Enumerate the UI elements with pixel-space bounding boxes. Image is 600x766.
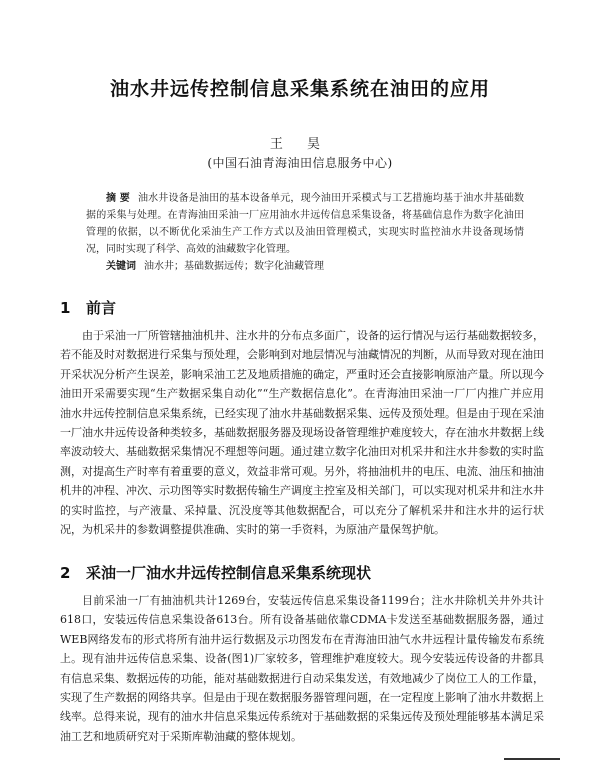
page-edge-rule <box>504 758 560 760</box>
keywords-text: 油水井；基础数据远传；数字化油藏管理 <box>144 261 324 272</box>
author-name: 王 昊 <box>269 137 331 152</box>
section-body-2 <box>60 591 544 746</box>
paper-title: 油水井远传控制信息采集系统在油田的应用 <box>109 78 490 100</box>
section-title: 前言 <box>86 299 117 317</box>
author-affiliation: (中国石油青海油田信息服务中心) <box>207 156 393 170</box>
abstract-block <box>86 190 524 275</box>
keywords-paragraph <box>86 258 524 275</box>
body-paragraph: 由于采油一厂所管辖抽油机井、注水井的分布点多面广，设备的运行情况与运行基础数据较多，若不能及时对数据进行采集与预处理，会影响到对地层情况与油藏情况的判断，从而导致对现在油田开采状况分析产生误差，影响采油工艺及地质措施的确定，严重时还会直接影响原油产量。所以现今油田开采需要实现“生产数据采集自动化”“生产数据信息化”。在青海油田采油一厂厂内推广并应用油水井远传控制信息采集系统，已经实现了油水井基础数据采集、远传及预处理。但是由于现在采油一厂油水井远传设备种类较多，基础数据服务器及现场设备管理维护难度较大，存在油水井数据上线率波动较大、基础数据采集情况不理想等问题。通过建立数字化油田对机采井和注水井参数的实时监测，对提高生产时率有着重要的意义，效益非常可观。另外，将抽油机井的电压、电流、油压和抽油机井的冲程、冲次、示功图等实时数据传输生产调度主控室及相关部门，可以实现对机采井和注水井的实时监控，与产液量、采掉量、沉没度等其他数据配合，可以充分了解机采井和注水井的运行状况，为机采井的参数调整提供准确、实时的第一手资料，为原油产量保驾护航。 <box>60 329 544 537</box>
section-heading-2 <box>60 562 371 583</box>
section-number: 2 <box>60 564 71 582</box>
section-body-1 <box>60 326 544 539</box>
body-paragraph: 目前采油一厂有抽油机共计1269台，安装远传信息采集设备1199台；注水井除机关井外共计618口，安装远传信息采集设备613台。所有设备基础依靠CDMA卡发送至基础数据服务器，通过WEB网络发布的形式将所有油井运行数据及示功图发布在青海油田油气水井远程计量传输发布系统上。现有油井远传信息采集、设备(图1)厂家较多，管理维护难度较大。现今安装远传设备的井都具有信息采集、数据远传的功能，能对基础数据进行自动采集发送，有效地减少了岗位工人的工作量，实现了生产数据的网络共享。但是由于现在数据服务器管理问题，在一定程度上影响了油水井数据上线率。总得来说，现有的油水井信息采集远传系统对于基础数据的采集远传及预处理能够基本满足采油工艺和地质研究对于采斯库勒油藏的整体规划。 <box>60 594 544 743</box>
keywords-label: 关键词 <box>106 261 136 272</box>
abstract-text: 油水井设备是油田的基本设备单元，现今油田开采模式与工艺措施均基于油水井基础数据的采集与处理。在青海油田采油一厂应用油水井远传信息采集设备，将基础信息作为数字化油田管理的依据，以不断优化采油生产工作方式以及油田管理模式，实现实时监控油水井设备现场情况，同时实现了科学、高效的油藏数字化管理。 <box>86 193 525 255</box>
abstract-label: 摘 要 <box>106 193 130 204</box>
section-title: 采油一厂油水井远传控制信息采集系统现状 <box>86 564 372 582</box>
section-heading-1 <box>60 297 116 318</box>
section-number: 1 <box>60 299 71 317</box>
abstract-paragraph <box>86 190 524 258</box>
